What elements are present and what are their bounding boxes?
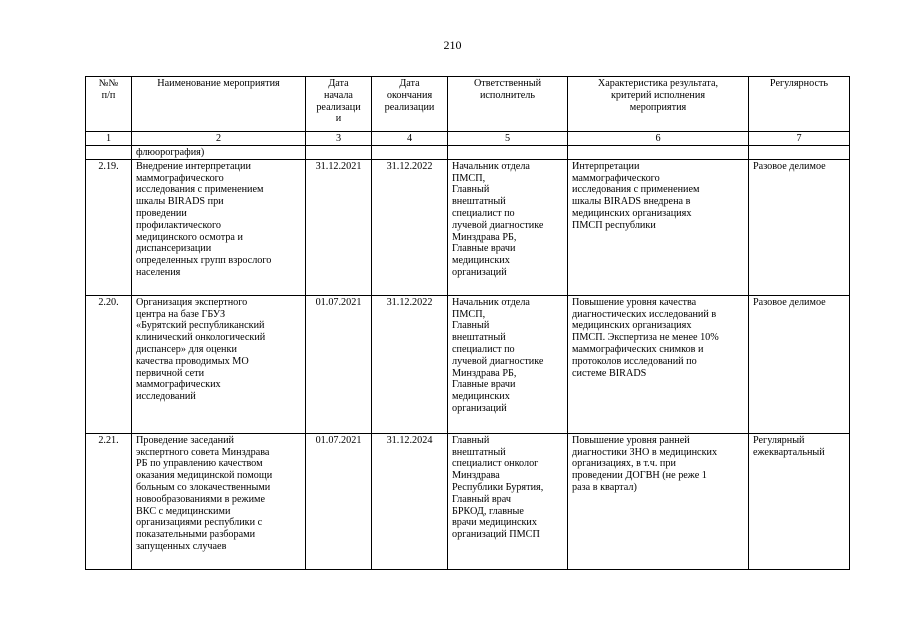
row-name: флюорография): [132, 146, 306, 160]
header-result: Характеристика результата, критерий исполнения мероприятия: [568, 77, 749, 132]
header-row: [86, 77, 850, 132]
row-executor: Главный внештатный специалист онколог Минздрава Республики Бурятия, Главный врач БРКОД, главные врачи медицинских организаций ПМСП: [448, 433, 568, 569]
row-result: Повышение уровня качества диагностических исследований в медицинских организациях ПМСП. Экспертиза не менее 10% маммографических снимков и протоколов исследований по системе BIRADS: [568, 295, 749, 433]
row-name: Организация экспертного центра на базе ГБУЗ «Бурятский республиканский клинический онкологический диспансер» для оценки качества проводимых МО первичной сети маммографических исследований: [132, 295, 306, 433]
column-number: 7: [749, 132, 850, 146]
row-regularity: Разовое делимое: [749, 159, 850, 295]
row-number: 2.19.: [86, 159, 132, 295]
table-row: [86, 295, 850, 433]
row-start-date: 01.07.2021: [306, 295, 372, 433]
row-result: Интерпретации маммографического исследования с применением шкалы BIRADS внедрена в медицинских организациях ПМСП республики: [568, 159, 749, 295]
row-number: [86, 146, 132, 160]
column-number: 6: [568, 132, 749, 146]
measures-table: [85, 76, 850, 570]
row-result: [568, 146, 749, 160]
row-start-date: 31.12.2021: [306, 159, 372, 295]
header-executor: Ответственный исполнитель: [448, 77, 568, 132]
table-row: [86, 433, 850, 569]
header-number: №№ п/п: [86, 77, 132, 132]
row-number: 2.21.: [86, 433, 132, 569]
row-result: Повышение уровня ранней диагностики ЗНО в медицинских организациях, в т.ч. при проведении ДОГВН (не реже 1 раза в квартал): [568, 433, 749, 569]
row-number: 2.20.: [86, 295, 132, 433]
row-executor: Начальник отдела ПМСП, Главный внештатный специалист по лучевой диагностике Минздрава РБ, Главные врачи медицинских организаций: [448, 295, 568, 433]
column-number-row: [86, 132, 850, 146]
table-row: [86, 159, 850, 295]
continuation-row: [86, 146, 850, 160]
column-number: 3: [306, 132, 372, 146]
column-number: 5: [448, 132, 568, 146]
header-name: Наименование мероприятия: [132, 77, 306, 132]
header-end-date: Дата окончания реализации: [372, 77, 448, 132]
row-end-date: [372, 146, 448, 160]
row-name: Внедрение интерпретации маммографического исследования с применением шкалы BIRADS при проведении профилактического медицинского осмотра и диспансеризации определенных групп взрослого населения: [132, 159, 306, 295]
row-regularity: Разовое делимое: [749, 295, 850, 433]
column-number: 2: [132, 132, 306, 146]
header-start-date: Дата начала реализаци и: [306, 77, 372, 132]
row-regularity: Регулярный ежеквартальный: [749, 433, 850, 569]
row-executor: Начальник отдела ПМСП, Главный внештатный специалист по лучевой диагностике Минздрава РБ, Главные врачи медицинских организаций: [448, 159, 568, 295]
row-end-date: 31.12.2022: [372, 159, 448, 295]
row-start-date: [306, 146, 372, 160]
row-executor: [448, 146, 568, 160]
column-number: 4: [372, 132, 448, 146]
page-number: 210: [443, 38, 462, 52]
row-name: Проведение заседаний экспертного совета Минздрава РБ по управлению качеством оказания медицинской помощи больным со злокачественными новообразованиями в режиме ВКС с медицинскими организациями республики с показательными разборами запущенных случаев: [132, 433, 306, 569]
row-start-date: 01.07.2021: [306, 433, 372, 569]
row-end-date: 31.12.2022: [372, 295, 448, 433]
row-regularity: [749, 146, 850, 160]
column-number: 1: [86, 132, 132, 146]
row-end-date: 31.12.2024: [372, 433, 448, 569]
header-regularity: Регулярность: [749, 77, 850, 132]
